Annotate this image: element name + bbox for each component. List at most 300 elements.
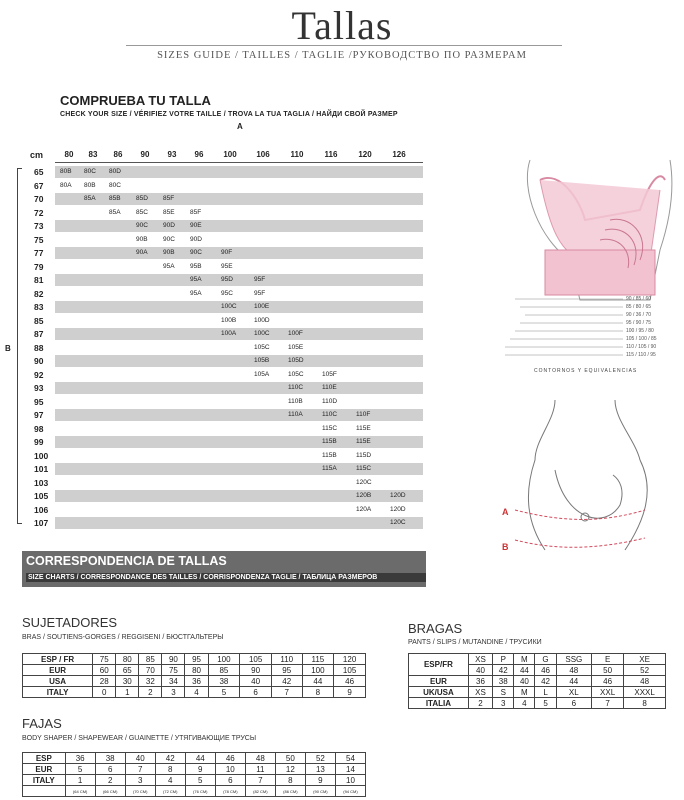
grid-cell: 95A <box>163 262 175 270</box>
grid-cell: 80C <box>109 181 121 189</box>
grid-row <box>55 369 423 381</box>
table-cell: 1 <box>65 775 95 786</box>
bra-caption: CONTORNOS Y EQUIVALENCIAS <box>534 368 638 374</box>
table-cell: 48 <box>556 665 591 676</box>
grid-row <box>55 477 423 489</box>
grid-row-label: 106 <box>34 504 49 515</box>
bra-contour-label: 90 / 36 / 70 <box>626 312 652 318</box>
table-cell: 9 <box>305 775 335 786</box>
table-cell: USA <box>23 676 93 687</box>
table-cell: 42 <box>155 753 185 764</box>
grid-cell: 120C <box>390 519 406 526</box>
bra-contour-label: 85 / 80 / 65 <box>626 304 652 310</box>
table-cell: 6 <box>215 775 245 786</box>
table-cell: 30 <box>116 676 139 687</box>
table-cell: ESP <box>23 753 66 764</box>
table-cell: 8 <box>302 687 334 698</box>
table-cell: 80 <box>185 665 208 676</box>
table-cell: L <box>535 687 556 698</box>
bra-contour-label: 100 / 95 / 80 <box>626 328 654 334</box>
table-cell <box>23 786 66 797</box>
grid-col-header: 106 <box>256 150 270 159</box>
correspondence-title: CORRESPONDENCIA DE TALLAS <box>26 554 227 568</box>
grid-cell: 90C <box>136 222 148 229</box>
grid-col-header: 86 <box>113 150 123 159</box>
grid-row-label: 72 <box>34 207 44 218</box>
title-divider <box>126 45 562 46</box>
grid-row <box>55 409 423 421</box>
grid-cell: 100C <box>254 330 270 337</box>
bras-table <box>22 653 366 698</box>
table-cell: (64 CM) <box>65 786 95 797</box>
table-cell: (86 CM) <box>275 786 305 797</box>
table-cell: ITALY <box>23 775 66 786</box>
table-cell: 44 <box>556 676 591 687</box>
grid-row <box>55 274 423 286</box>
grid-cell: 90E <box>190 222 202 229</box>
table-cell: 100 <box>302 665 334 676</box>
grid-col-header: 116 <box>324 150 338 159</box>
shapewear-table <box>22 752 366 797</box>
table-row <box>409 676 666 687</box>
table-cell: G <box>535 654 556 665</box>
table-cell: UK/USA <box>409 687 469 698</box>
grid-cell: 105D <box>288 357 304 364</box>
grid-cell: 80D <box>109 168 121 175</box>
grid-cell: 85E <box>163 208 175 216</box>
table-cell: EUR <box>23 764 66 775</box>
grid-cell: 90B <box>163 249 175 256</box>
table-cell: 8 <box>275 775 305 786</box>
table-cell: (90 CM) <box>305 786 335 797</box>
grid-cell: 90F <box>221 249 233 256</box>
measure-b-label: B <box>5 344 11 353</box>
grid-row-label: 67 <box>34 180 44 191</box>
grid-cell: 110C <box>288 384 304 391</box>
table-cell: 105 <box>240 654 272 665</box>
table-cell: (82 CM) <box>245 786 275 797</box>
grid-row <box>55 423 423 435</box>
grid-cell: 115B <box>322 438 337 445</box>
table-cell: (94 CM) <box>335 786 365 797</box>
grid-cell: 85F <box>163 195 175 202</box>
table-cell: 42 <box>493 665 514 676</box>
grid-col-header: 80 <box>64 150 74 159</box>
grid-row <box>55 180 423 192</box>
table-cell: 52 <box>624 665 666 676</box>
grid-cell: 110C <box>322 411 338 418</box>
table-cell: 48 <box>245 753 275 764</box>
grid-row-label: 75 <box>34 234 44 245</box>
table-cell: 6 <box>556 698 591 709</box>
shapewear-title: FAJAS <box>22 716 62 731</box>
table-cell: (66 CM) <box>95 786 125 797</box>
grid-cell: 85A <box>84 195 96 202</box>
table-cell: 4 <box>155 775 185 786</box>
table-cell: M <box>514 687 535 698</box>
grid-cell: 110D <box>322 397 338 405</box>
table-cell: (76 CM) <box>185 786 215 797</box>
bra-contour-label: 95 / 90 / 75 <box>626 320 652 326</box>
grid-row-label: 83 <box>34 302 44 312</box>
grid-row <box>55 220 423 232</box>
grid-cell: 115A <box>322 465 337 472</box>
table-cell: 8 <box>155 764 185 775</box>
table-cell: 36 <box>468 676 492 687</box>
table-cell: 9 <box>185 764 215 775</box>
grid-row <box>55 328 423 340</box>
pants-subtitle: PANTS / SLIPS / MUTANDINE / ТРУСИКИ <box>408 639 542 646</box>
grid-cell: 120D <box>390 505 406 513</box>
grid-cell: 85F <box>190 208 202 216</box>
grid-cell: 120B <box>356 492 372 499</box>
grid-cell: 95D <box>221 276 233 283</box>
grid-row-label: 81 <box>34 275 44 285</box>
table-cell: 100 <box>208 654 240 665</box>
grid-cell: 100F <box>288 330 303 337</box>
grid-row-label: 73 <box>34 221 44 231</box>
grid-cell: 120C <box>356 478 372 486</box>
table-cell: 95 <box>185 654 208 665</box>
grid-row-label: 98 <box>34 423 44 434</box>
table-cell: 36 <box>65 753 95 764</box>
grid-cell: 120A <box>356 505 372 513</box>
table-cell: 42 <box>535 676 556 687</box>
table-cell: 34 <box>162 676 185 687</box>
grid-cell: 105A <box>254 370 270 378</box>
table-cell: 5 <box>535 698 556 709</box>
table-row <box>23 764 366 775</box>
grid-row <box>55 355 423 367</box>
torso-mark-a: A <box>502 507 509 517</box>
grid-cell: 100C <box>221 303 237 310</box>
check-size-subtitle: CHECK YOUR SIZE / VÉRIFIEZ VOTRE TAILLE / TROVA LA TUA TAGLIA / НАЙДИ СВОЙ РАЗМЕР <box>60 111 398 118</box>
grid-cell: 115C <box>356 465 372 472</box>
grid-cell: 115D <box>356 451 372 459</box>
grid-row <box>55 342 423 354</box>
grid-cell: 100A <box>221 330 237 337</box>
table-cell: 4 <box>185 687 208 698</box>
grid-cell: 80B <box>60 168 72 175</box>
table-cell: 7 <box>125 764 155 775</box>
table-cell: ESP/FR <box>409 654 469 676</box>
table-cell: 46 <box>334 676 366 687</box>
grid-cell: 80C <box>84 168 96 175</box>
grid-row <box>55 301 423 313</box>
table-cell: 12 <box>275 764 305 775</box>
bra-contour-label: 110 / 105 / 90 <box>626 344 657 350</box>
table-cell: 44 <box>185 753 215 764</box>
table-cell: 2 <box>468 698 492 709</box>
table-cell: 7 <box>592 698 624 709</box>
table-cell: 32 <box>139 676 162 687</box>
grid-row <box>55 207 423 219</box>
grid-cell: 100B <box>221 316 237 324</box>
grid-row <box>55 247 423 259</box>
table-cell: 10 <box>215 764 245 775</box>
grid-cell: 105F <box>322 370 337 378</box>
table-cell: 38 <box>95 753 125 764</box>
grid-cell: 120D <box>390 492 406 499</box>
grid-col-header: 110 <box>290 150 304 159</box>
grid-cell: 100E <box>254 303 270 310</box>
table-cell: 2 <box>139 687 162 698</box>
table-cell: 11 <box>245 764 275 775</box>
table-cell: EUR <box>409 676 469 687</box>
grid-cell: 110E <box>322 384 337 391</box>
table-cell: 9 <box>334 687 366 698</box>
grid-cell: 95F <box>254 289 266 297</box>
correspondence-banner <box>22 551 426 587</box>
table-row <box>23 665 366 676</box>
grid-cell: 90B <box>136 235 148 243</box>
page-title: Tallas <box>291 3 393 48</box>
grid-cell: 110F <box>356 411 371 418</box>
table-cell: 95 <box>271 665 302 676</box>
bra-contour-label: 90 / 85 / 60 <box>626 296 652 302</box>
grid-col-header: 100 <box>223 150 237 159</box>
grid-cell: 95E <box>221 262 233 270</box>
grid-row <box>55 490 423 502</box>
table-cell: SSG <box>556 654 591 665</box>
table-cell: 38 <box>493 676 514 687</box>
grid-row <box>55 450 423 462</box>
table-cell: 1 <box>116 687 139 698</box>
grid-row <box>55 396 423 408</box>
grid-row <box>55 504 423 516</box>
table-cell: 3 <box>125 775 155 786</box>
table-cell: 3 <box>162 687 185 698</box>
table-cell: 3 <box>493 698 514 709</box>
grid-cell: 85D <box>136 195 148 202</box>
table-cell: ITALY <box>23 687 93 698</box>
shapewear-subtitle: BODY SHAPER / SHAPEWEAR / GUAINETTE / УТЯГИВАЮЩИЕ ТРУСЫ <box>22 735 257 742</box>
table-cell: 85 <box>208 665 240 676</box>
table-cell: (70 CM) <box>125 786 155 797</box>
table-cell: 40 <box>468 665 492 676</box>
table-cell: 46 <box>215 753 245 764</box>
table-cell: 13 <box>305 764 335 775</box>
grid-row-label: 105 <box>34 491 49 501</box>
grid-cell: 110A <box>288 411 303 418</box>
grid-row <box>55 234 423 246</box>
table-cell: 54 <box>335 753 365 764</box>
grid-row-label: 79 <box>34 261 44 272</box>
grid-row-label: 87 <box>34 329 44 339</box>
table-cell: 52 <box>305 753 335 764</box>
grid-row <box>55 288 423 300</box>
cm-label: cm <box>30 150 44 160</box>
table-cell: (78 CM) <box>215 786 245 797</box>
grid-cell: 105E <box>288 343 304 351</box>
grid-row-label: 70 <box>34 194 44 204</box>
check-size-title: COMPRUEBA TU TALLA <box>60 93 211 108</box>
grid-row-label: 65 <box>34 167 44 177</box>
table-cell: 10 <box>335 775 365 786</box>
grid-row-label: 88 <box>34 342 44 353</box>
table-cell: 5 <box>208 687 240 698</box>
grid-col-header: 126 <box>392 150 406 159</box>
table-cell: 6 <box>240 687 272 698</box>
table-cell: P <box>493 654 514 665</box>
pants-table <box>408 653 666 709</box>
grid-cell: 95A <box>190 276 202 283</box>
contour-lines <box>505 296 625 366</box>
table-cell: 120 <box>334 654 366 665</box>
table-cell: 50 <box>275 753 305 764</box>
grid-cell: 95F <box>254 276 266 283</box>
grid-cell: 90C <box>190 249 202 256</box>
grid-row-label: 103 <box>34 477 49 488</box>
table-cell: 75 <box>162 665 185 676</box>
table-cell: 46 <box>592 676 624 687</box>
grid-row-label: 95 <box>34 396 44 407</box>
grid-col-header: 96 <box>194 150 204 159</box>
correspondence-subtitle: SIZE CHARTS / CORRESPONDANCE DES TAILLES / CORRISPONDENZA TAGLIE / ТАБЛИЦА РАЗМЕРОВ <box>26 573 426 582</box>
grid-row <box>55 166 423 178</box>
grid-row <box>55 436 423 448</box>
grid-cell: 95C <box>221 289 233 297</box>
grid-row <box>55 315 423 327</box>
table-row <box>409 687 666 698</box>
grid-cell: 85C <box>136 208 148 216</box>
table-cell: 40 <box>240 676 272 687</box>
table-cell: 40 <box>125 753 155 764</box>
grid-col-header: 120 <box>358 150 372 159</box>
table-row <box>23 786 366 797</box>
table-cell: 38 <box>208 676 240 687</box>
grid-row-label: 85 <box>34 315 44 326</box>
table-cell: 90 <box>162 654 185 665</box>
table-row <box>23 775 366 786</box>
torso-illustration <box>495 400 675 570</box>
grid-cell: 110B <box>288 397 303 405</box>
grid-row-label: 107 <box>34 518 49 528</box>
table-cell: 14 <box>335 764 365 775</box>
table-cell: M <box>514 654 535 665</box>
table-row <box>23 687 366 698</box>
grid-row <box>55 382 423 394</box>
grid-cell: 105C <box>254 343 270 351</box>
grid-cell: 115E <box>356 438 371 445</box>
table-cell: 65 <box>116 665 139 676</box>
table-cell: EUR <box>23 665 93 676</box>
table-cell: 50 <box>592 665 624 676</box>
page-subtitle: SIZES GUIDE / TAILLES / TAGLIE /РУКОВОДСТВО ПО РАЗМЕРАМ <box>157 50 527 61</box>
grid-row <box>55 261 423 273</box>
table-cell: 75 <box>93 654 116 665</box>
table-cell: E <box>592 654 624 665</box>
table-cell: 44 <box>302 676 334 687</box>
bras-title: SUJETADORES <box>22 615 118 630</box>
table-cell: 44 <box>514 665 535 676</box>
table-cell: 4 <box>514 698 535 709</box>
table-cell: 46 <box>535 665 556 676</box>
grid-cell: 95A <box>190 289 202 297</box>
grid-cell: 90D <box>190 235 202 243</box>
grid-cell: 90D <box>163 222 175 229</box>
grid-cell: 85B <box>109 195 121 202</box>
table-cell: 85 <box>139 654 162 665</box>
table-cell: 36 <box>185 676 208 687</box>
table-cell: XXL <box>592 687 624 698</box>
bra-contour-label: 115 / 110 / 95 <box>626 352 656 358</box>
table-cell: 105 <box>334 665 366 676</box>
table-row <box>23 676 366 687</box>
table-cell: 28 <box>93 676 116 687</box>
grid-row-label: 100 <box>34 450 49 461</box>
grid-cell: 105C <box>288 370 304 378</box>
bra-contour-label: 105 / 100 / 85 <box>626 336 657 342</box>
grid-row-label: 92 <box>34 369 44 380</box>
grid-cell: 95B <box>190 262 202 270</box>
table-cell: XL <box>556 687 591 698</box>
table-cell: 90 <box>240 665 272 676</box>
grid-row-label: 90 <box>34 356 44 366</box>
table-cell: 6 <box>95 764 125 775</box>
table-cell: 5 <box>185 775 215 786</box>
table-cell: 110 <box>271 654 302 665</box>
grid-row-label: 97 <box>34 410 44 420</box>
grid-cell: 90C <box>163 235 175 243</box>
table-cell: 42 <box>271 676 302 687</box>
grid-row <box>55 463 423 475</box>
pants-title: BRAGAS <box>408 621 463 636</box>
grid-cell: 115B <box>322 451 337 459</box>
table-cell: 115 <box>302 654 334 665</box>
table-row <box>409 654 666 665</box>
grid-cell: 80B <box>84 181 96 189</box>
table-cell: 60 <box>93 665 116 676</box>
table-row <box>23 654 366 665</box>
table-cell: XXXL <box>624 687 666 698</box>
table-cell: 8 <box>624 698 666 709</box>
table-cell: 80 <box>116 654 139 665</box>
grid-cell: 105B <box>254 357 270 364</box>
table-cell: (72 CM) <box>155 786 185 797</box>
table-cell: 0 <box>93 687 116 698</box>
grid-cell: 100D <box>254 316 270 324</box>
grid-cell: 90A <box>136 249 148 256</box>
b-bracket <box>17 168 22 524</box>
torso-mark-b: B <box>502 542 509 552</box>
table-cell: XE <box>624 654 666 665</box>
table-cell: S <box>493 687 514 698</box>
grid-row-label: 101 <box>34 464 49 474</box>
grid-row <box>55 193 423 205</box>
table-cell: 40 <box>514 676 535 687</box>
grid-header-line <box>55 162 423 163</box>
grid-cell: 85A <box>109 208 121 216</box>
bras-subtitle: BRAS / SOUTIENS-GORGES / REGGISENI / БЮСТГАЛЬТЕРЫ <box>22 634 224 641</box>
grid-col-header: 90 <box>140 150 150 159</box>
grid-col-header: 93 <box>167 150 177 159</box>
table-cell: XS <box>468 687 492 698</box>
grid-row-label: 77 <box>34 248 44 258</box>
table-row <box>23 753 366 764</box>
grid-col-header: 83 <box>88 150 98 159</box>
grid-cell: 115C <box>322 424 338 432</box>
table-cell: 7 <box>271 687 302 698</box>
table-cell: 48 <box>624 676 666 687</box>
table-cell: XS <box>468 654 492 665</box>
grid-cell: 115E <box>356 424 371 432</box>
grid-row-label: 93 <box>34 383 44 393</box>
table-cell: 2 <box>95 775 125 786</box>
table-cell: ITALIA <box>409 698 469 709</box>
measure-a-label: A <box>237 122 243 131</box>
grid-row <box>55 517 423 529</box>
